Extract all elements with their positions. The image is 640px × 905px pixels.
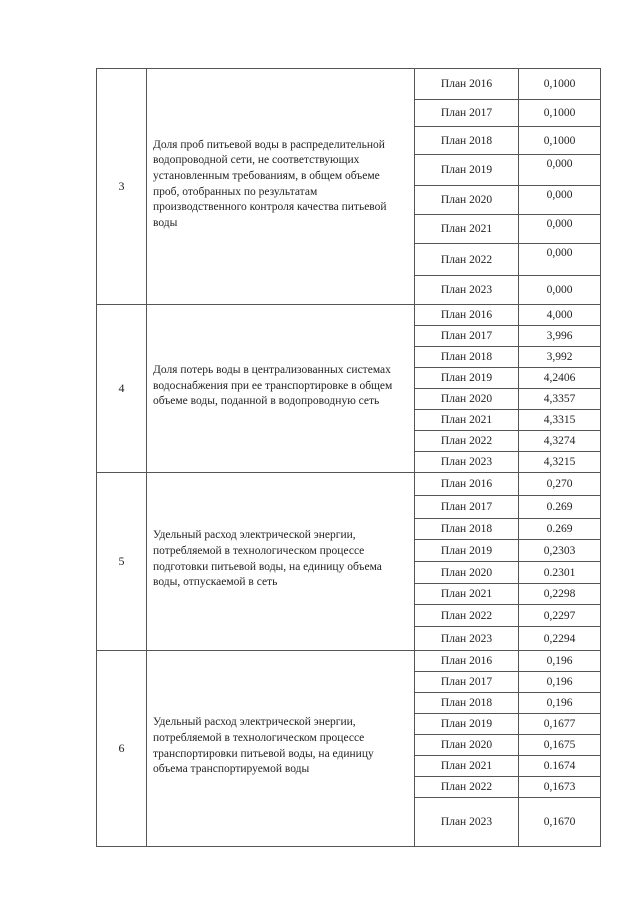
plan-value-cell: 4,3274 — [519, 431, 601, 452]
plan-value-cell: 0,2297 — [519, 605, 601, 627]
plan-value-cell: 0,1000 — [519, 100, 601, 127]
plan-year-cell: План 2017 — [415, 672, 519, 693]
plan-value-cell: 0,1000 — [519, 69, 601, 100]
plan-value-cell: 0,2303 — [519, 540, 601, 562]
plan-year-cell: План 2020 — [415, 186, 519, 215]
indicator-description: Доля проб питьевой воды в распределительной водопроводной сети, не соответствующих установленным требованиям, в общем объеме проб, отобранных по результатам производственного контроля качества питьевой воды — [147, 69, 415, 305]
plan-year-cell: План 2016 — [415, 305, 519, 326]
plan-value-cell: 4,000 — [519, 305, 601, 326]
table-row — [97, 305, 601, 326]
plan-year-cell: План 2021 — [415, 584, 519, 605]
plan-value-cell: 0,196 — [519, 672, 601, 693]
plan-year-cell: План 2018 — [415, 127, 519, 155]
plan-year-cell: План 2016 — [415, 473, 519, 496]
plan-value-cell: 0.2301 — [519, 562, 601, 584]
plan-value-cell: 0,000 — [519, 186, 601, 215]
plan-year-cell: План 2023 — [415, 798, 519, 847]
plan-value-cell: 0.269 — [519, 496, 601, 519]
plan-year-cell: План 2019 — [415, 714, 519, 735]
plan-year-cell: План 2017 — [415, 100, 519, 127]
plan-value-cell: 0,000 — [519, 276, 601, 305]
plan-year-cell: План 2019 — [415, 540, 519, 562]
plan-year-cell: План 2020 — [415, 735, 519, 756]
plan-value-cell: 0.269 — [519, 519, 601, 540]
plan-year-cell: План 2021 — [415, 756, 519, 777]
plan-year-cell: План 2016 — [415, 69, 519, 100]
plan-value-cell: 0,1673 — [519, 777, 601, 798]
table-body — [97, 69, 601, 847]
plan-value-cell: 0,1670 — [519, 798, 601, 847]
plan-year-cell: План 2020 — [415, 562, 519, 584]
plan-value-cell: 0.1674 — [519, 756, 601, 777]
plan-year-cell: План 2022 — [415, 244, 519, 276]
plan-value-cell: 4,3357 — [519, 389, 601, 410]
plan-year-cell: План 2018 — [415, 347, 519, 368]
plan-year-cell: План 2020 — [415, 389, 519, 410]
plan-value-cell: 3,996 — [519, 326, 601, 347]
plan-year-cell: План 2019 — [415, 155, 519, 186]
plan-year-cell: План 2023 — [415, 452, 519, 473]
plan-value-cell: 0,000 — [519, 215, 601, 244]
section-number: 4 — [97, 305, 147, 473]
plan-value-cell: 0,000 — [519, 155, 601, 186]
indicator-description: Доля потерь воды в централизованных системах водоснабжения при ее транспортировке в общем объеме воды, поданной в водопроводную сеть — [147, 305, 415, 473]
plan-year-cell: План 2023 — [415, 276, 519, 305]
plan-value-cell: 4,3215 — [519, 452, 601, 473]
plan-year-cell: План 2022 — [415, 777, 519, 798]
plan-year-cell: План 2021 — [415, 410, 519, 431]
plan-value-cell: 3,992 — [519, 347, 601, 368]
plan-year-cell: План 2023 — [415, 627, 519, 651]
table-row — [97, 473, 601, 496]
plan-year-cell: План 2021 — [415, 215, 519, 244]
table-row — [97, 651, 601, 672]
plan-value-cell: 0,1000 — [519, 127, 601, 155]
plan-value-cell: 0,2298 — [519, 584, 601, 605]
plan-value-cell: 0,196 — [519, 693, 601, 714]
section-number: 5 — [97, 473, 147, 651]
plan-value-cell: 4,3315 — [519, 410, 601, 431]
plan-value-cell: 0,1675 — [519, 735, 601, 756]
plan-year-cell: План 2018 — [415, 519, 519, 540]
indicator-description: Удельный расход электрической энергии, потребляемой в технологическом процессе подготовки питьевой воды, на единицу объема воды, отпускаемой в сеть — [147, 473, 415, 651]
indicators-table — [96, 68, 601, 847]
plan-value-cell: 0,000 — [519, 244, 601, 276]
section-number: 6 — [97, 651, 147, 847]
plan-year-cell: План 2017 — [415, 496, 519, 519]
plan-year-cell: План 2018 — [415, 693, 519, 714]
table-row — [97, 69, 601, 100]
section-number: 3 — [97, 69, 147, 305]
indicator-description: Удельный расход электрической энергии, потребляемой в технологическом процессе транспортировки питьевой воды, на единицу объема транспортируемой воды — [147, 651, 415, 847]
plan-year-cell: План 2016 — [415, 651, 519, 672]
plan-year-cell: План 2022 — [415, 431, 519, 452]
plan-year-cell: План 2017 — [415, 326, 519, 347]
plan-value-cell: 0,2294 — [519, 627, 601, 651]
plan-value-cell: 0,196 — [519, 651, 601, 672]
plan-year-cell: План 2019 — [415, 368, 519, 389]
plan-value-cell: 0,1677 — [519, 714, 601, 735]
plan-year-cell: План 2022 — [415, 605, 519, 627]
plan-value-cell: 4,2406 — [519, 368, 601, 389]
plan-value-cell: 0,270 — [519, 473, 601, 496]
